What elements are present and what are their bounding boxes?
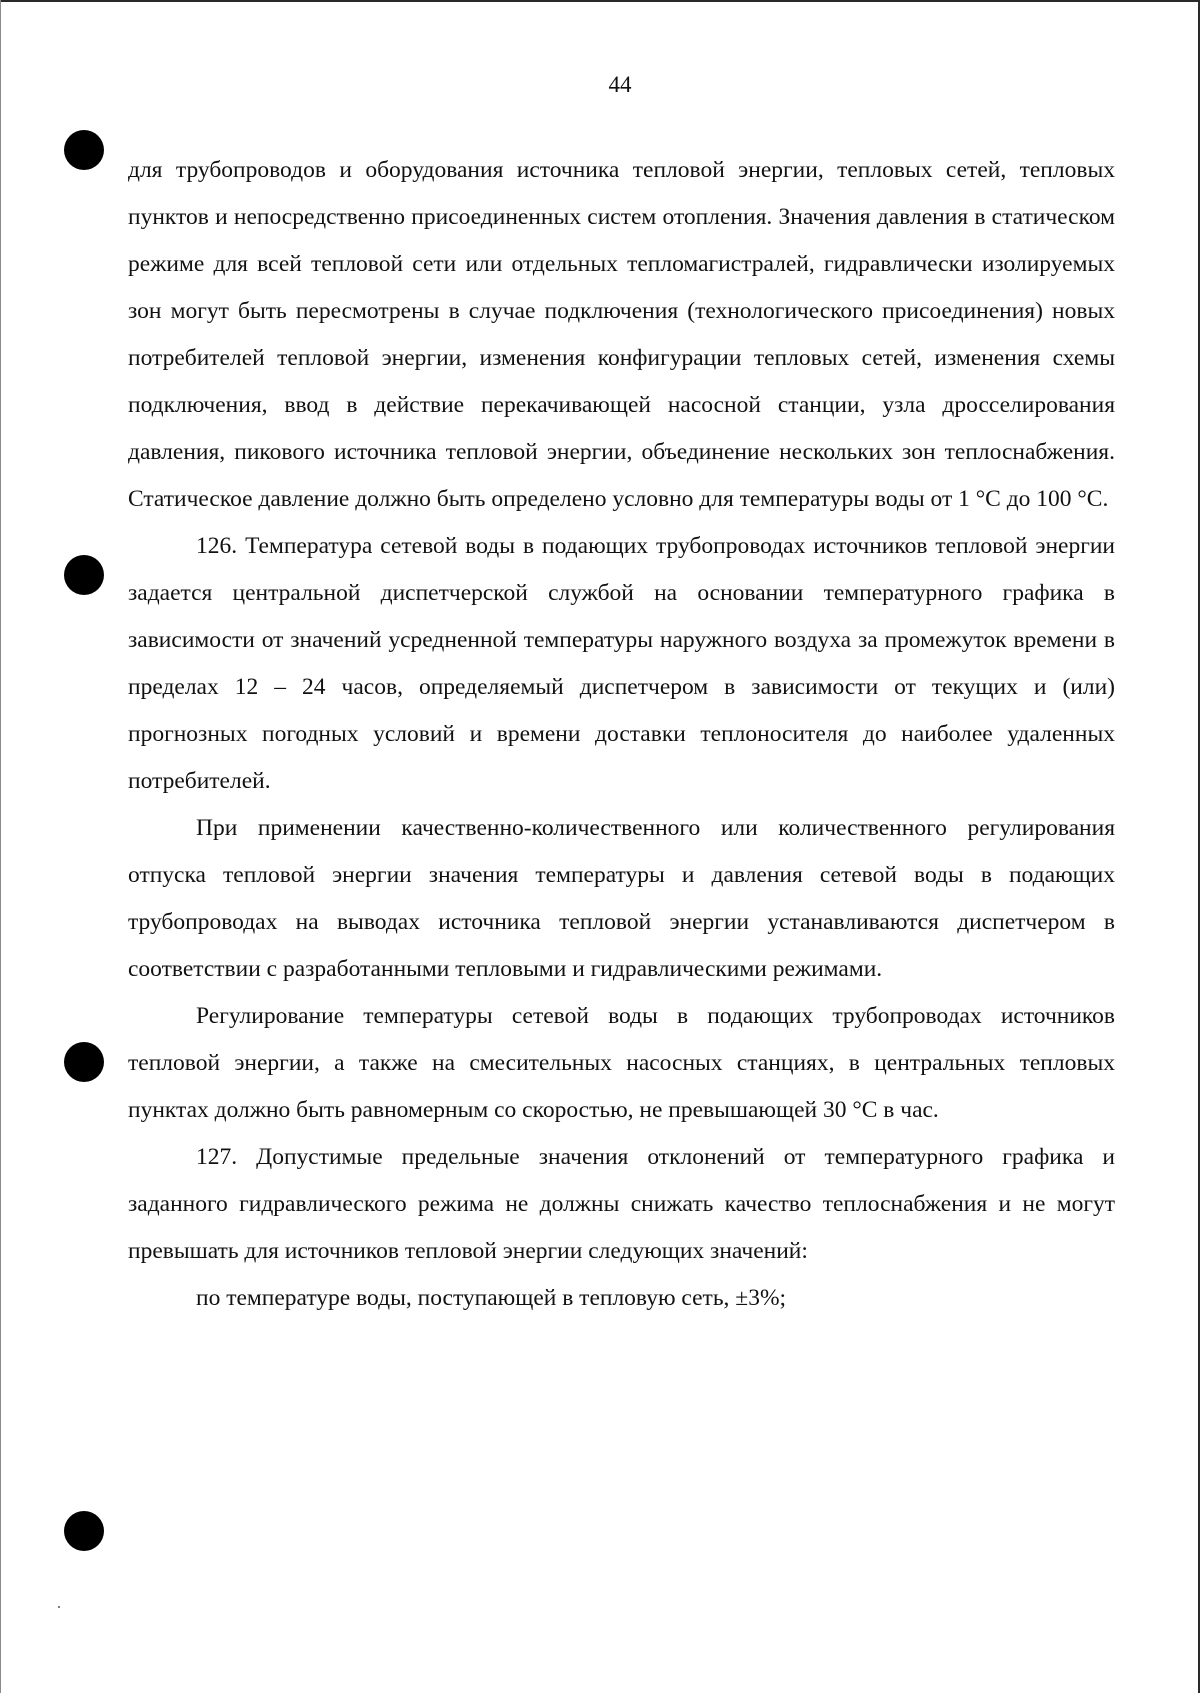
scan-edge-top bbox=[0, 0, 1200, 2]
punch-hole-4 bbox=[64, 1511, 104, 1551]
paragraph-water-temperature-tolerance: по температуре воды, поступающей в тепловую сеть, ±3%; bbox=[196, 1285, 787, 1311]
paragraph-127: 127. Допустимые предельные значения отклонений от температурного графика и заданного гидравлического режима не должны снижать качество теплоснабжения и не могут превышать для источников тепловой энергии следующих значений: bbox=[128, 1144, 1115, 1264]
paragraph-126: 126. Температура сетевой воды в подающих трубопроводах источников тепловой энергии задается центральной диспетчерской службой на основании температурного графика в зависимости от значений усредненной температуры наружного воздуха за промежуток времени в пределах 12 – 24 часов, определяемый диспетчером в зависимости от текущих и (или) прогнозных погодных условий и времени доставки теплоносителя до наиболее удаленных потребителей. bbox=[128, 533, 1115, 794]
paragraph-temperature-rate: Регулирование температуры сетевой воды в подающих трубопроводах источников тепловой энергии, а также на смесительных насосных станциях, в центральных тепловых пунктах должно быть равномерным со скоростью, не превышающей 30 °C в час. bbox=[128, 1003, 1115, 1123]
punch-hole-1 bbox=[64, 130, 104, 170]
punch-hole-3 bbox=[64, 1042, 104, 1082]
scan-speck bbox=[58, 1606, 60, 1608]
page-number: 44 bbox=[608, 72, 632, 97]
body-text bbox=[128, 147, 1115, 1322]
paragraph-continuation: для трубопроводов и оборудования источника тепловой энергии, тепловых сетей, тепловых пунктов и непосредственно присоединенных систем отопления. Значения давления в статическом режиме для всей тепловой сети или отдельных тепломагистралей, гидравлически изолируемых зон могут быть пересмотрены в случае подключения (технологического присоединения) новых потребителей тепловой энергии, изменения конфигурации тепловых сетей, изменения схемы подключения, ввод в действие перекачивающей насосной станции, узла дросселирования давления, пикового источника тепловой энергии, объединение нескольких зон теплоснабжения. Статическое давление должно быть определено условно для температуры воды от 1 °C до 100 °C. bbox=[128, 157, 1115, 512]
paragraph-regulation-modes: При применении качественно-количественного или количественного регулирования отпуска тепловой энергии значения температуры и давления сетевой воды в подающих трубопроводах на выводах источника тепловой энергии устанавливаются диспетчером в соответствии с разработанными тепловыми и гидравлическими режимами. bbox=[128, 815, 1115, 982]
punch-hole-2 bbox=[64, 555, 104, 595]
scan-edge-left bbox=[0, 0, 1, 1693]
